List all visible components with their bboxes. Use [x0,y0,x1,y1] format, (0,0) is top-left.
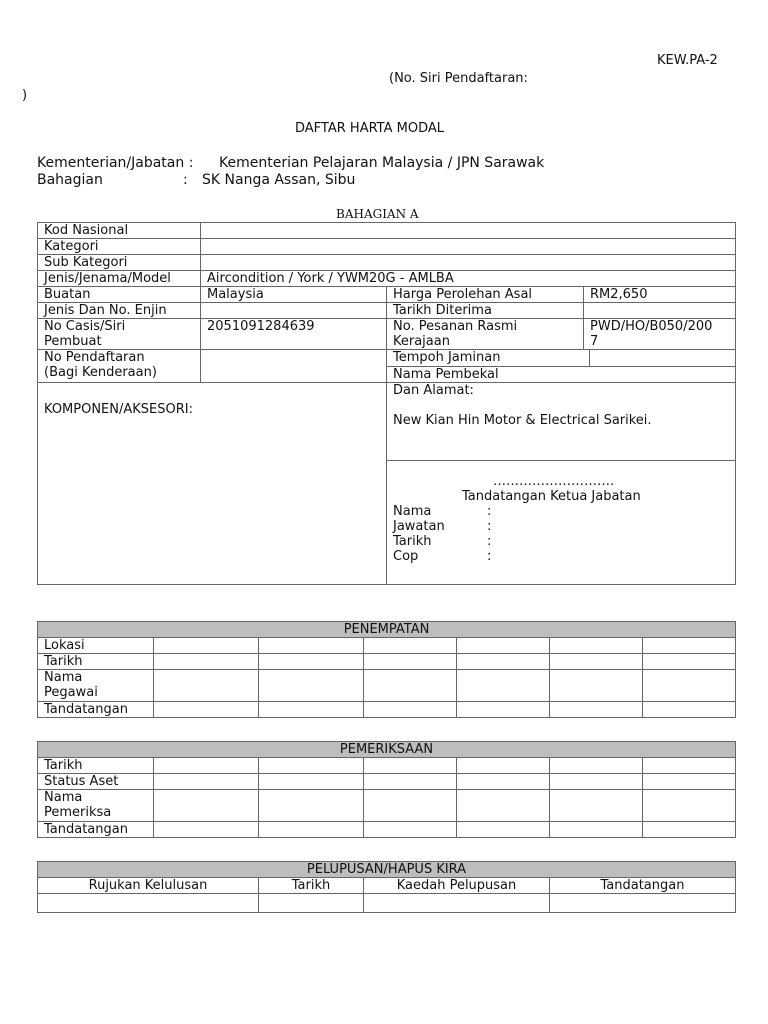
table-cell[interactable] [550,822,643,838]
sign-field [393,534,507,549]
table-cell[interactable] [364,670,457,702]
tarikh-label: Tarikh [38,758,154,774]
table-cell[interactable] [457,638,550,654]
pendaftaran-label [38,350,201,383]
sub-kategori-label: Sub Kategori [38,255,201,271]
tarikh-header: Tarikh [259,878,364,894]
table-cell[interactable] [259,638,364,654]
table-cell[interactable] [364,654,457,670]
tarikh-label: Tarikh [38,654,154,670]
table-row [38,774,736,790]
signature-dots: ………………………. [493,474,615,489]
jaminan-value[interactable] [590,350,735,366]
sign-jawatan-colon: : [487,519,492,534]
kategori-value[interactable] [201,239,736,255]
division-label: Bahagian [37,172,103,188]
table-cell[interactable] [259,822,364,838]
table-cell[interactable] [364,702,457,718]
table-cell[interactable] [643,638,736,654]
table-cell[interactable] [550,758,643,774]
sign-field [393,519,507,534]
table-row [38,271,736,287]
table-cell[interactable] [550,670,643,702]
table-cell[interactable] [457,822,550,838]
form-code: KEW.PA-2 [657,53,718,68]
sub-kategori-value[interactable] [201,255,736,271]
table-cell[interactable] [154,822,259,838]
table-row [38,862,736,878]
bahagian-a-table [37,222,736,585]
table-cell[interactable] [550,654,643,670]
ministry-label: Kementerian/Jabatan : [37,155,194,171]
tarikh-diterima-value[interactable] [584,303,736,319]
komponen-label: KOMPONEN/AKSESORI: [44,402,193,417]
table-cell[interactable] [259,670,364,702]
table-row [38,239,736,255]
table-row [38,255,736,271]
sign-tarikh-label: Tarikh [393,534,432,549]
table-cell[interactable] [643,758,736,774]
table-row [38,654,736,670]
harga-value: RM2,650 [584,287,736,303]
table-row [38,223,736,239]
signature-fields [393,504,507,564]
division-value: SK Nanga Assan, Sibu [202,172,356,188]
table-cell[interactable] [643,790,736,822]
pesanan-value-line2: 7 [590,334,599,349]
table-cell[interactable] [364,638,457,654]
table-cell[interactable] [364,790,457,822]
sign-cop-colon: : [487,549,492,564]
tandatangan-label: Tandatangan [38,822,154,838]
pesanan-value [584,319,736,350]
table-cell[interactable] [364,774,457,790]
signature-title: Tandatangan Ketua Jabatan [462,489,641,504]
table-cell[interactable] [259,654,364,670]
table-cell[interactable] [457,774,550,790]
table-row [38,622,736,638]
pembekal-label-line2: Dan Alamat: [393,383,474,398]
table-cell[interactable] [364,894,550,913]
pendaftaran-value[interactable] [201,350,387,383]
table-row [38,702,736,718]
table-cell[interactable] [364,758,457,774]
sign-tarikh-colon: : [487,534,492,549]
table-cell[interactable] [550,774,643,790]
page-title: DAFTAR HARTA MODAL [295,121,444,136]
pesanan-value-line1: PWD/HO/B050/200 [590,319,713,334]
enjin-value[interactable] [201,303,387,319]
sign-cop-label: Cop [393,549,419,564]
pembekal-block [387,383,735,461]
status-aset-label: Status Aset [38,774,154,790]
serial-number-close: ) [22,88,28,103]
pembekal-label-line1: Nama Pembekal [393,367,499,382]
jenis-label: Jenis/Jenama/Model [38,271,201,287]
table-cell[interactable] [154,670,259,702]
table-cell[interactable] [457,670,550,702]
table-row [38,287,736,303]
buatan-value: Malaysia [201,287,387,303]
table-row [38,894,736,913]
nama-pegawai-label [38,670,154,702]
lokasi-label: Lokasi [38,638,154,654]
casis-label-line2: Pembuat [44,334,102,349]
table-row [38,303,736,319]
sign-field [393,549,507,564]
table-cell[interactable] [457,790,550,822]
table-cell[interactable] [457,758,550,774]
table-cell[interactable] [457,702,550,718]
table-cell[interactable] [259,702,364,718]
pesanan-label-line2: Kerajaan [393,334,450,349]
sign-nama-colon: : [487,504,492,519]
table-cell[interactable] [643,670,736,702]
table-cell[interactable] [259,894,364,913]
table-row [38,878,736,894]
table-cell[interactable] [259,790,364,822]
pemeriksaan-table [37,741,736,838]
komponen-cell[interactable] [38,383,387,585]
sign-field [393,504,507,519]
table-row [38,822,736,838]
pelupusan-header: PELUPUSAN/HAPUS KIRA [38,862,736,878]
nama-pemeriksa-label [38,790,154,822]
table-cell[interactable] [38,894,259,913]
table-cell[interactable] [154,702,259,718]
table-cell[interactable] [154,790,259,822]
tandatangan-label: Tandatangan [38,702,154,718]
table-cell[interactable] [154,774,259,790]
table-cell[interactable] [643,654,736,670]
table-row [38,670,736,702]
jaminan-pembekal-cell [387,350,736,383]
kod-nasional-label: Kod Nasional [38,223,201,239]
table-cell[interactable] [259,758,364,774]
table-row [38,350,736,383]
pelupusan-table [37,861,736,913]
casis-label [38,319,201,350]
nama-pegawai-line1: Nama [44,670,83,685]
jaminan-row [387,350,735,367]
serial-number-label: (No. Siri Pendaftaran: [389,71,528,86]
sign-nama-label: Nama [393,504,432,519]
table-cell[interactable] [457,654,550,670]
table-row [38,638,736,654]
nama-pemeriksa-line1: Nama [44,790,83,805]
table-row [38,383,736,585]
division-colon: : [183,172,188,188]
casis-value: 2051091284639 [201,319,387,350]
nama-pegawai-line2: Pegawai [44,685,98,700]
tarikh-diterima-label: Tarikh Diterima [387,303,584,319]
table-row [38,758,736,774]
table-cell[interactable] [550,638,643,654]
buatan-label: Buatan [38,287,201,303]
pemeriksaan-header: PEMERIKSAAN [38,742,736,758]
nama-pemeriksa-line2: Pemeriksa [44,805,112,820]
kaedah-pelupusan-header: Kaedah Pelupusan [364,878,550,894]
table-row [38,742,736,758]
section-a-title: BAHAGIAN A [336,207,419,221]
pesanan-label [387,319,584,350]
signature-block [387,474,735,564]
jenis-value: Aircondition / York / YWM20G - AMLBA [201,271,736,287]
sign-jawatan-label: Jawatan [393,519,445,534]
table-cell[interactable] [550,702,643,718]
harga-label: Harga Perolehan Asal [387,287,584,303]
table-cell[interactable] [643,774,736,790]
table-row [38,319,736,350]
table-cell[interactable] [643,702,736,718]
enjin-label: Jenis Dan No. Enjin [38,303,201,319]
table-cell[interactable] [154,638,259,654]
table-cell[interactable] [550,790,643,822]
table-cell[interactable] [550,894,736,913]
pembekal-signature-cell [387,383,736,585]
table-cell[interactable] [154,654,259,670]
penempatan-table [37,621,736,718]
table-cell[interactable] [154,758,259,774]
rujukan-kelulusan-header: Rujukan Kelulusan [38,878,259,894]
casis-label-line1: No Casis/Siri [44,319,126,334]
table-cell[interactable] [259,774,364,790]
pesanan-label-line1: No. Pesanan Rasmi [393,319,518,334]
pendaftaran-label-line1: No Pendaftaran [44,350,145,365]
pendaftaran-label-line2: (Bagi Kenderaan) [44,365,157,380]
kategori-label: Kategori [38,239,201,255]
kod-nasional-value[interactable] [201,223,736,239]
tandatangan-header: Tandatangan [550,878,736,894]
pembekal-value: New Kian Hin Motor & Electrical Sarikei. [393,413,652,428]
table-cell[interactable] [364,822,457,838]
penempatan-header: PENEMPATAN [38,622,736,638]
ministry-value: Kementerian Pelajaran Malaysia / JPN Sarawak [219,155,545,171]
table-row [38,790,736,822]
jaminan-label: Tempoh Jaminan [387,350,590,366]
table-cell[interactable] [643,822,736,838]
